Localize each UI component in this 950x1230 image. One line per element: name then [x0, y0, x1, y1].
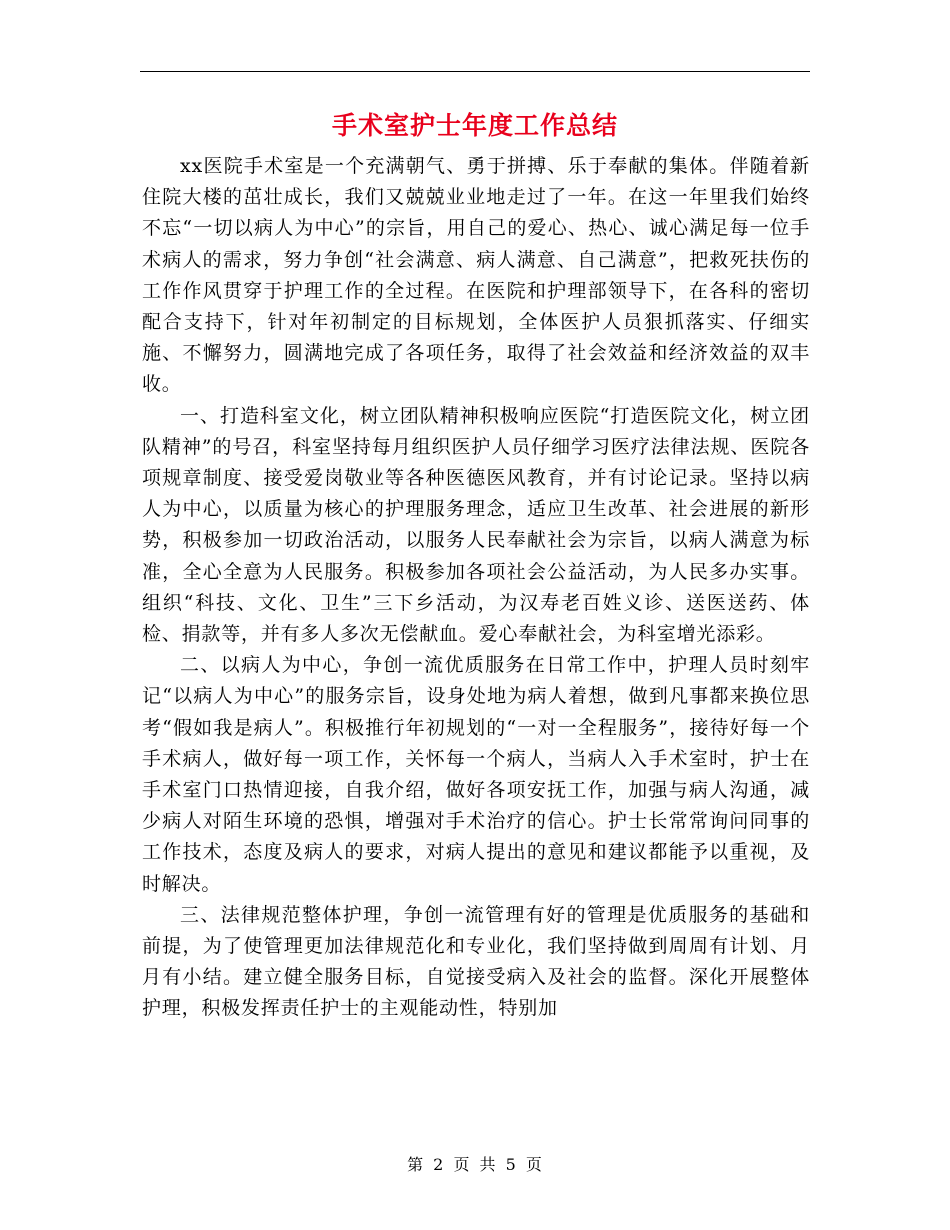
- paragraph-intro: xx医院手术室是一个充满朝气、勇于拼搏、乐于奉献的集体。伴随着新住院大楼的茁壮成长，我们又兢兢业业地走过了一年。在这一年里我们始终不忘“一切以病人为中心”的宗旨，用自己的爱心、热心、诚心满足每一位手术病人的需求，努力争创“社会满意、病人满意、自己满意”，把救死扶伤的工作作风贯穿于护理工作的全过程。在医院和护理部领导下，在各科的密切配合支持下，针对年初制定的目标规划，全体医护人员狠抓落实、仔细实施、不懈努力，圆满地完成了各项任务，取得了社会效益和经济效益的双丰收。: [142, 155, 810, 396]
- header-rule: [140, 71, 810, 72]
- page-number-footer: 第 2 页 共 5 页: [407, 1155, 543, 1174]
- paragraph-section-2: 二、以病人为中心，争创一流优质服务在日常工作中，护理人员时刻牢记“以病人为中心”的服务宗旨，设身处地为病人着想，做到凡事都来换位思考“假如我是病人”。积极推行年初规划的“一对一全程服务”，接待好每一个手术病人，做好每一项工作，关怀每一个病人，当病人入手术室时，护士在手术室门口热情迎接，自我介绍，做好各项安抚工作，加强与病人沟通，减少病人对陌生环境的恐惧，增强对手术治疗的信心。护士长常常询问同事的工作技术，态度及病人的要求，对病人提出的意见和建议都能予以重视，及时解决。: [142, 654, 810, 895]
- document-body: [142, 151, 810, 1025]
- paragraph-section-3: 三、法律规范整体护理，争创一流管理有好的管理是优质服务的基础和前提，为了使管理更加法律规范化和专业化，我们坚持做到周周有计划、月月有小结。建立健全服务目标，自觉接受病入及社会的监督。深化开展整体护理，积极发挥责任护士的主观能动性，特别加: [142, 903, 810, 1020]
- document-title: 手术室护士年度工作总结: [331, 111, 618, 140]
- paragraph-section-1: 一、打造科室文化，树立团队精神积极响应医院“打造医院文化，树立团队精神”的号召，科室坚持每月组织医护人员仔细学习医疗法律法规、医院各项规章制度、接受爱岗敬业等各种医德医风教育，并有讨论记录。坚持以病人为中心，以质量为核心的护理服务理念，适应卫生改革、社会进展的新形势，积极参加一切政治活动，以服务人民奉献社会为宗旨，以病人满意为标准，全心全意为人民服务。积极参加各项社会公益活动，为人民多办实事。组织“科技、文化、卫生”三下乡活动，为汉寿老百姓义诊、送医送药、体检、捐款等，并有多人多次无偿献血。爱心奉献社会，为科室增光添彩。: [142, 404, 810, 646]
